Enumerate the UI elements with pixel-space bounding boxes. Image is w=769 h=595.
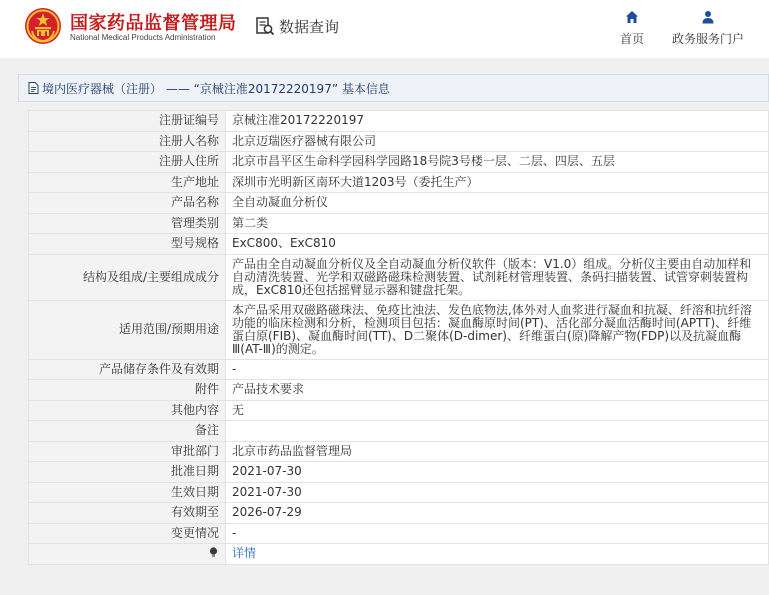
row-value: 2021-07-30 <box>226 462 769 483</box>
nav-gov-services-label: 政务服务门户 <box>672 32 745 46</box>
table-row <box>29 462 769 483</box>
table-row <box>29 234 769 255</box>
table-row <box>29 359 769 380</box>
lightbulb-icon <box>209 547 218 558</box>
table-row <box>29 300 769 359</box>
row-value: 产品由全自动凝血分析仪及全自动凝血分析仪软件（版本：V1.0）组成。分析仪主要由自动加样和自动清洗装置、光学和双磁路磁珠检测装置、试剂耗材管理装置、条码扫描装置、试管穿刺装置构成，ExC810还包括摇臂显示器和键盘托架。 <box>226 254 769 300</box>
row-label: 变更情况 <box>29 523 226 544</box>
table-row <box>29 172 769 193</box>
row-value: 第二类 <box>226 213 769 234</box>
data-query-label: 数据查询 <box>279 17 340 36</box>
row-value <box>226 421 769 442</box>
table-row <box>29 380 769 401</box>
row-value: 全自动凝血分析仪 <box>226 193 769 214</box>
row-label: 批准日期 <box>29 462 226 483</box>
row-label: 适用范围/预期用途 <box>29 300 226 359</box>
row-label: 附件 <box>29 380 226 401</box>
row-value: 产品技术要求 <box>226 380 769 401</box>
row-value <box>226 544 769 565</box>
nav-gov-services[interactable] <box>672 10 744 47</box>
row-value: 北京迈瑞医疗器械有限公司 <box>226 131 769 152</box>
row-value: 深圳市光明新区南环大道1203号（委托生产） <box>226 172 769 193</box>
table-row <box>29 193 769 214</box>
site-header <box>0 0 769 58</box>
row-value: - <box>226 523 769 544</box>
brand-title-cn: 国家药品监督管理局 <box>70 13 237 34</box>
brand-title-en: National Medical Products Administration <box>70 33 216 42</box>
row-label: 审批部门 <box>29 441 226 462</box>
row-label: 产品储存条件及有效期 <box>29 359 226 380</box>
row-value: 2026-07-29 <box>226 503 769 524</box>
row-value: 北京市药品监督管理局 <box>226 441 769 462</box>
row-label: 有效期至 <box>29 503 226 524</box>
row-label: 备注 <box>29 421 226 442</box>
row-value: ExC800、ExC810 <box>226 234 769 255</box>
table-row <box>29 400 769 421</box>
document-icon <box>28 82 39 94</box>
row-label-icon-cell <box>29 544 226 565</box>
row-value: 本产品采用双磁路磁珠法、免疫比浊法、发色底物法,体外对人血浆进行凝血和抗凝、纤溶和抗纤溶功能的临床检测和分析，检测项目包括：凝血酶原时间(PT)、活化部分凝血活酶时间(APTT)、纤维蛋白原(FIB)、凝血酶时间(TT)、D二聚体(D-dimer)、纤维蛋白(原)降解产物(FDP)以及抗凝血酶Ⅲ(AT-Ⅲ)的测定。 <box>226 300 769 359</box>
row-label: 管理类别 <box>29 213 226 234</box>
breadcrumb <box>18 74 769 102</box>
row-label: 型号规格 <box>29 234 226 255</box>
row-value: - <box>226 359 769 380</box>
home-icon <box>625 10 639 24</box>
table-row <box>29 441 769 462</box>
data-query-link[interactable] <box>255 14 339 38</box>
table-row <box>29 523 769 544</box>
table-row <box>29 544 769 565</box>
data-query-icon <box>255 16 275 36</box>
device-detail-table <box>28 110 769 565</box>
table-row <box>29 111 769 132</box>
row-label: 其他内容 <box>29 400 226 421</box>
national-emblem-icon <box>24 7 62 45</box>
table-row <box>29 213 769 234</box>
nav-home-label: 首页 <box>620 32 645 46</box>
table-row <box>29 503 769 524</box>
user-icon <box>701 10 715 24</box>
details-link[interactable]: 详情 <box>232 546 257 561</box>
row-label: 结构及组成/主要组成成分 <box>29 254 226 300</box>
row-label: 生效日期 <box>29 482 226 503</box>
row-value: 无 <box>226 400 769 421</box>
row-value: 京械注准20172220197 <box>226 111 769 132</box>
breadcrumb-text: 境内医疗器械（注册） —— “京械注准20172220197” 基本信息 <box>42 81 390 96</box>
table-row <box>29 254 769 300</box>
row-label: 生产地址 <box>29 172 226 193</box>
nav-home[interactable] <box>620 10 644 47</box>
table-row <box>29 152 769 173</box>
row-label: 注册人名称 <box>29 131 226 152</box>
table-row <box>29 131 769 152</box>
row-label: 注册证编号 <box>29 111 226 132</box>
row-value: 2021-07-30 <box>226 482 769 503</box>
row-label: 产品名称 <box>29 193 226 214</box>
row-label: 注册人住所 <box>29 152 226 173</box>
table-row <box>29 421 769 442</box>
row-value: 北京市昌平区生命科学园科学园路18号院3号楼一层、二层、四层、五层 <box>226 152 769 173</box>
table-row <box>29 482 769 503</box>
